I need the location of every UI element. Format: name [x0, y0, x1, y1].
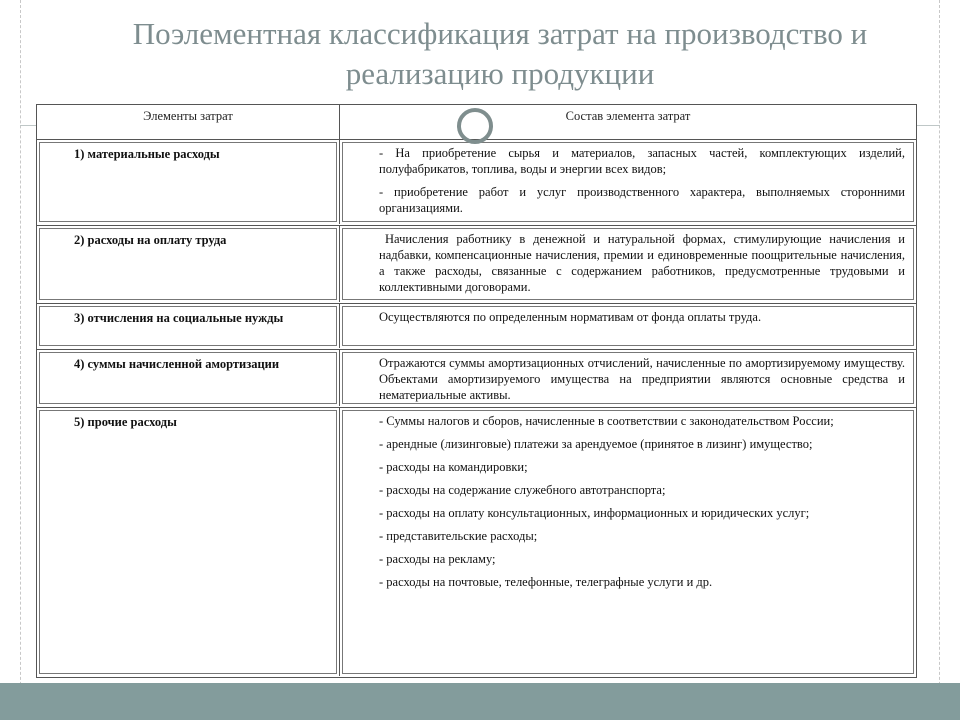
row-item: Осуществляются по определенным нормативам от фонда оплаты труда. [379, 310, 762, 324]
table-row [37, 226, 916, 302]
row-label: 1) материальные расходы [74, 147, 220, 161]
row-label: 2) расходы на оплату труда [74, 233, 227, 247]
row-item: - расходы на почтовые, телефонные, телеграфные услуги и др. [379, 575, 713, 589]
cost-elements-table [36, 104, 917, 678]
row-item: - расходы на оплату консультационных, информационных и юридических услуг; [379, 506, 810, 520]
table-row [37, 350, 916, 406]
row-item: - расходы на командировки; [379, 460, 528, 474]
row-item: - На приобретение сырья и материалов, запасных частей, комплектующих изделий, полуфабрикатов, топлива, воды и энергии всех видов; [379, 146, 905, 176]
row-item: - арендные (лизинговые) платежи за арендуемое (принятое в лизинг) имущество; [379, 437, 813, 451]
row-item: - представительские расходы; [379, 529, 538, 543]
slide-title [60, 14, 940, 94]
table-row [37, 408, 916, 676]
table-row [37, 304, 916, 348]
row-item: - расходы на содержание служебного автотранспорта; [379, 483, 666, 497]
row-label: 4) суммы начисленной амортизации [74, 357, 280, 371]
column-header-elements: Элементы затрат [143, 109, 233, 123]
column-header-composition: Состав элемента затрат [565, 109, 691, 123]
decorative-ring-icon [457, 108, 493, 144]
row-label: 3) отчисления на социальные нужды [74, 311, 284, 325]
slide-title-line-1: Поэлементная классификация затрат на производство и [132, 16, 868, 51]
slide-title-line-2: реализацию продукции [345, 56, 655, 91]
row-item: - Суммы налогов и сборов, начисленные в соответствии с законодательством России; [379, 414, 834, 428]
table-row [37, 140, 916, 224]
row-item: Отражаются суммы амортизационных отчислений, начисленные по амортизируемому имуществу. Объектами амортизируемого имущества на предприятии являются основные средства и нематериальные активы. [379, 356, 905, 402]
row-label: 5) прочие расходы [74, 415, 177, 429]
row-item: - расходы на рекламу; [379, 552, 496, 566]
row-item: - приобретение работ и услуг производственного характера, выполняемых сторонними организациями. [379, 185, 905, 215]
row-item: Начисления работнику в денежной и натуральной формах, стимулирующие начисления и надбавки, компенсационные начисления, премии и единовременные поощрительные начисления, а также расходы, связанные с содержанием работников, предусмотренные трудовыми и коллективными договорами. [379, 232, 905, 294]
bottom-band [0, 683, 960, 720]
